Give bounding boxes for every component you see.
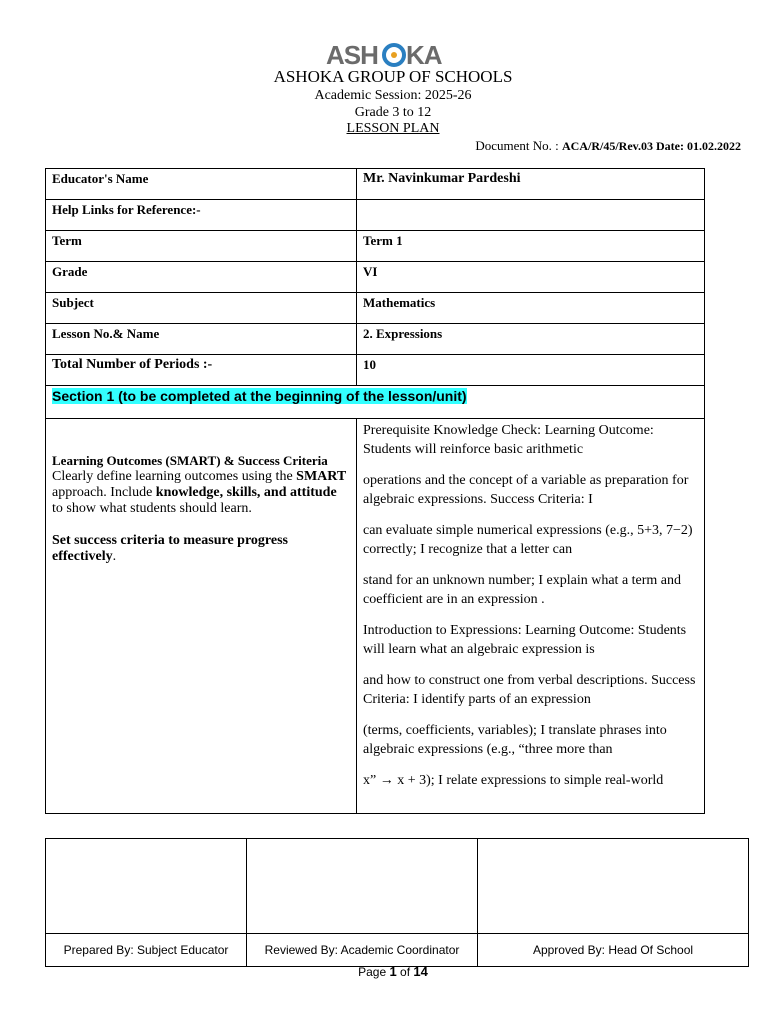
guidance-ksa: knowledge, skills, and attitude	[155, 485, 337, 500]
row-value: VI	[357, 262, 705, 293]
document-number	[475, 138, 741, 154]
document-number-label: Document No. :	[475, 138, 559, 153]
page-number	[0, 964, 768, 979]
svg-text:KA: KA	[406, 42, 442, 68]
row-label: Lesson No.& Name	[46, 324, 357, 355]
page-label: Page	[358, 965, 390, 979]
prepared-by-label: Prepared By: Subject Educator	[46, 934, 247, 967]
svg-text:ASH: ASH	[326, 42, 378, 68]
page-total: 14	[413, 964, 428, 979]
learning-outcomes-instructions	[46, 419, 357, 814]
section-heading-cell	[46, 386, 705, 419]
outcome-paragraph: operations and the concept of a variable as preparation for algebraic expressions. Success Criteria: I	[363, 473, 689, 507]
guidance-text: Clearly define learning outcomes using the	[52, 469, 297, 484]
outcome-paragraph: x” → x + 3); I relate expressions to simple real-world	[363, 773, 664, 788]
section-row	[46, 386, 705, 419]
outcome-paragraph: Prerequisite Knowledge Check: Learning Outcome: Students will reinforce basic arithmetic	[363, 423, 654, 457]
row-value: Term 1	[357, 231, 705, 262]
row-label: Total Number of Periods :-	[46, 355, 357, 386]
signature-box-reviewed	[247, 839, 478, 934]
learning-outcomes-content	[357, 419, 705, 814]
guidance-smart: SMART	[296, 469, 347, 484]
table-row	[46, 262, 705, 293]
table-row	[46, 324, 705, 355]
reviewed-by-label: Reviewed By: Academic Coordinator	[247, 934, 478, 967]
signoff-labels-row	[46, 934, 749, 967]
outcome-paragraph: (terms, coefficients, variables); I translate phrases into algebraic expressions (e.g., “three more than	[363, 723, 667, 757]
lesson-details-table	[45, 168, 705, 814]
row-label: Educator's Name	[46, 169, 357, 200]
row-value: Mr. Navinkumar Pardeshi	[357, 169, 705, 200]
table-row	[46, 169, 705, 200]
row-value: Mathematics	[357, 293, 705, 324]
academic-session: Academic Session: 2025-26	[314, 88, 472, 103]
signoff-table	[45, 838, 749, 967]
period: .	[112, 549, 117, 564]
table-row	[46, 293, 705, 324]
outcome-paragraph: stand for an unknown number; I explain what a term and coefficient are in an expression .	[363, 573, 682, 607]
row-value: 2. Expressions	[357, 324, 705, 355]
learning-outcomes-row	[46, 419, 705, 814]
signature-row	[46, 839, 749, 934]
row-label: Help Links for Reference:-	[46, 200, 357, 231]
row-label: Grade	[46, 262, 357, 293]
page-current: 1	[389, 964, 397, 979]
guidance-text: approach. Include	[52, 485, 156, 500]
success-criteria-text: Set success criteria to measure progress effectively	[52, 533, 288, 564]
learning-outcomes-guidance	[52, 469, 350, 517]
table-row	[46, 200, 705, 231]
approved-by-label: Approved By: Head Of School	[478, 934, 749, 967]
row-label: Term	[46, 231, 357, 262]
row-value	[357, 200, 705, 231]
school-name: ASHOKA GROUP OF SCHOOLS	[273, 67, 513, 86]
document-type: LESSON PLAN	[346, 121, 440, 136]
success-criteria-guidance	[52, 533, 350, 565]
learning-outcomes-heading: Learning Outcomes (SMART) & Success Criteria	[52, 453, 328, 468]
outcome-paragraph: Introduction to Expressions: Learning Outcome: Students will learn what an algebraic expression is	[363, 623, 687, 657]
outcome-paragraph: and how to construct one from verbal descriptions. Success Criteria: I identify parts of an expression	[363, 673, 696, 707]
table-row	[46, 355, 705, 386]
section-heading: Section 1 (to be completed at the beginning of the lesson/unit)	[52, 388, 467, 404]
row-label: Subject	[46, 293, 357, 324]
signature-box-prepared	[46, 839, 247, 934]
grade-range: Grade 3 to 12	[354, 105, 432, 120]
guidance-text: to show what students should learn.	[52, 501, 252, 516]
table-row	[46, 231, 705, 262]
outcome-paragraph: can evaluate simple numerical expressions (e.g., 5+3, 7−2) correctly; I recognize that a letter can	[363, 523, 693, 557]
row-value: 10	[357, 355, 705, 386]
page-of: of	[396, 965, 414, 979]
signature-box-approved	[478, 839, 749, 934]
document-number-value: ACA/R/45/Rev.03 Date: 01.02.2022	[562, 139, 741, 153]
